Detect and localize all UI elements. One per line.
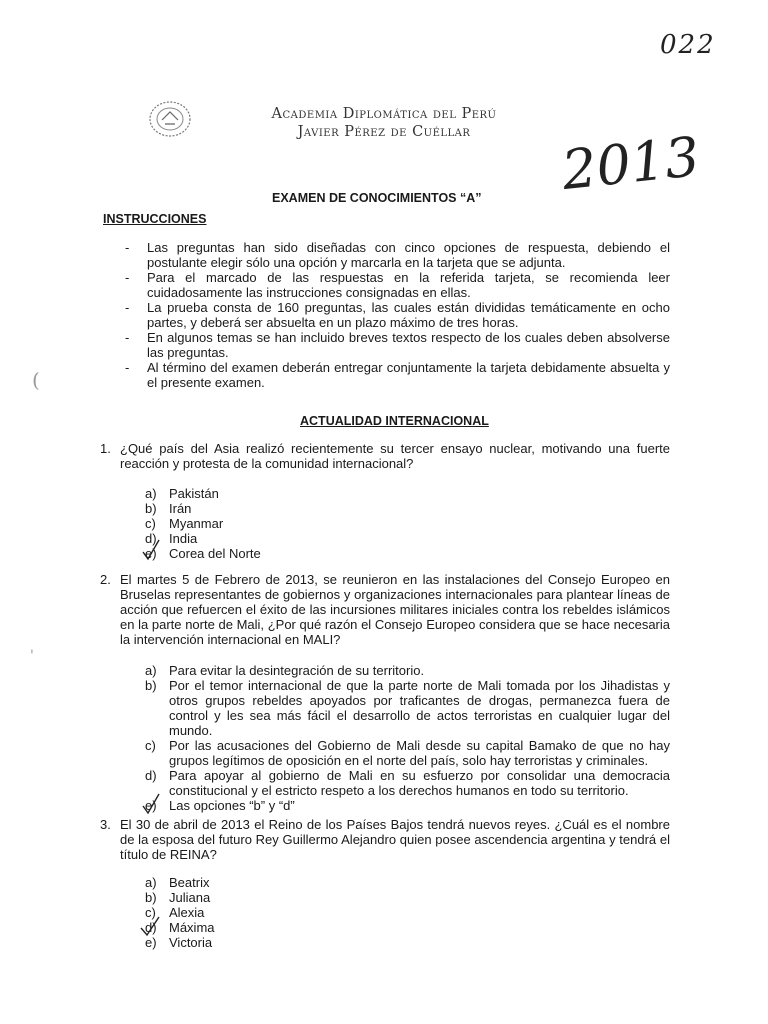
instructions-heading: INSTRUCCIONES — [103, 212, 207, 226]
handwritten-page-code: 022 — [660, 30, 716, 60]
handwritten-year: 2013 — [559, 124, 703, 203]
answer-option: c) Alexia — [145, 905, 205, 920]
instruction-item: - Las preguntas han sido diseñadas con cinco opciones de respuesta, debiendo el postulante elegir sólo una opción y marcarla en la tarjeta que se adjunta. — [125, 240, 670, 270]
question-text: ¿Qué país del Asia realizó recientemente su tercer ensayo nuclear, motivando una fuerte reacción y protesta de la comunidad internacional? — [120, 441, 670, 471]
question-3 — [100, 817, 670, 950]
answer-option: d) Para apoyar al gobierno de Mali en su esfuerzo por consolidar una democracia constitucional y el estricto respeto a los derechos humanos en todo su territorio. — [145, 768, 670, 798]
answer-option: e) Victoria — [145, 935, 213, 950]
section-title: ACTUALIDAD INTERNACIONAL — [300, 414, 489, 428]
answer-option: c) Por las acusaciones del Gobierno de Mali desde su capital Bamako de que no hay grupos legítimos de oposición en el norte del país, solo hay terroristas y criminales. — [145, 738, 670, 768]
question-text: El 30 de abril de 2013 el Reino de los Países Bajos tendrá nuevos reyes. ¿Cuál es el nombre de la esposa del futuro Rey Guillermo Alejandro quien posee ascendencia argentina y tendrá el título de REINA? — [120, 817, 670, 862]
answer-option: b) Juliana — [145, 890, 211, 905]
answer-options — [145, 875, 670, 950]
answer-options — [145, 663, 670, 813]
academy-namesake: Javier Pérez de Cuéllar — [297, 124, 471, 140]
question-number: 1. — [100, 441, 111, 456]
question-2 — [100, 572, 670, 813]
scan-margin-mark: ( — [32, 368, 40, 392]
exam-title: EXAMEN DE CONOCIMIENTOS “A” — [272, 191, 482, 205]
instruction-item: - En algunos temas se han incluido breves textos respecto de los cuales deben absolverse las preguntas. — [125, 330, 670, 360]
answer-option-marked: e) Las opciones “b” y “d” — [145, 798, 670, 813]
answer-option: b) Irán — [145, 501, 192, 516]
answer-option: d) India — [145, 531, 198, 546]
instructions-list — [125, 240, 670, 390]
answer-option: a) Pakistán — [145, 486, 219, 501]
answer-option-marked: d) Máxima — [145, 920, 670, 935]
answer-option-marked: e) Corea del Norte — [145, 546, 670, 561]
instruction-item: - Al término del examen deberán entregar conjuntamente la tarjeta debidamente absuelta y el presente examen. — [125, 360, 670, 390]
answer-options — [145, 486, 670, 561]
answer-option: a) Para evitar la desintegración de su territorio. — [145, 663, 425, 678]
question-1 — [100, 441, 670, 561]
instruction-item: - Para el marcado de las respuestas en la referida tarjeta, se recomienda leer cuidadosamente las instrucciones consignadas en ellas. — [125, 270, 670, 300]
instruction-item: - La prueba consta de 160 preguntas, las cuales están divididas temáticamente en ocho partes, y deberá ser absuelta en un plazo máximo de tres horas. — [125, 300, 670, 330]
answer-option: c) Myanmar — [145, 516, 224, 531]
question-text: El martes 5 de Febrero de 2013, se reunieron en las instalaciones del Consejo Europeo en Bruselas representantes de gobiernos y organizaciones internacionales para plantear líneas de acción que refuercen el éxito de las incursiones militares iniciales contra los rebeldes islámicos en la parte norte de Mali, ¿Por qué razón el Consejo Europeo considera que se hace necesaria la intervención internacional en MALI? — [120, 572, 670, 647]
answer-option: b) Por el temor internacional de que la parte norte de Mali tomada por los Jihadistas y otros grupos rebeldes apoyados por traficantes de drogas, permanezca fuera de control y les sea más fácil el desarrollo de actos terroristas en cualquier lugar del mundo. — [145, 678, 670, 738]
question-number: 2. — [100, 572, 111, 587]
academy-name: Academia Diplomática del Perú — [271, 106, 497, 122]
scan-margin-mark: ' — [30, 648, 34, 664]
answer-option: a) Beatrix — [145, 875, 210, 890]
question-number: 3. — [100, 817, 111, 832]
